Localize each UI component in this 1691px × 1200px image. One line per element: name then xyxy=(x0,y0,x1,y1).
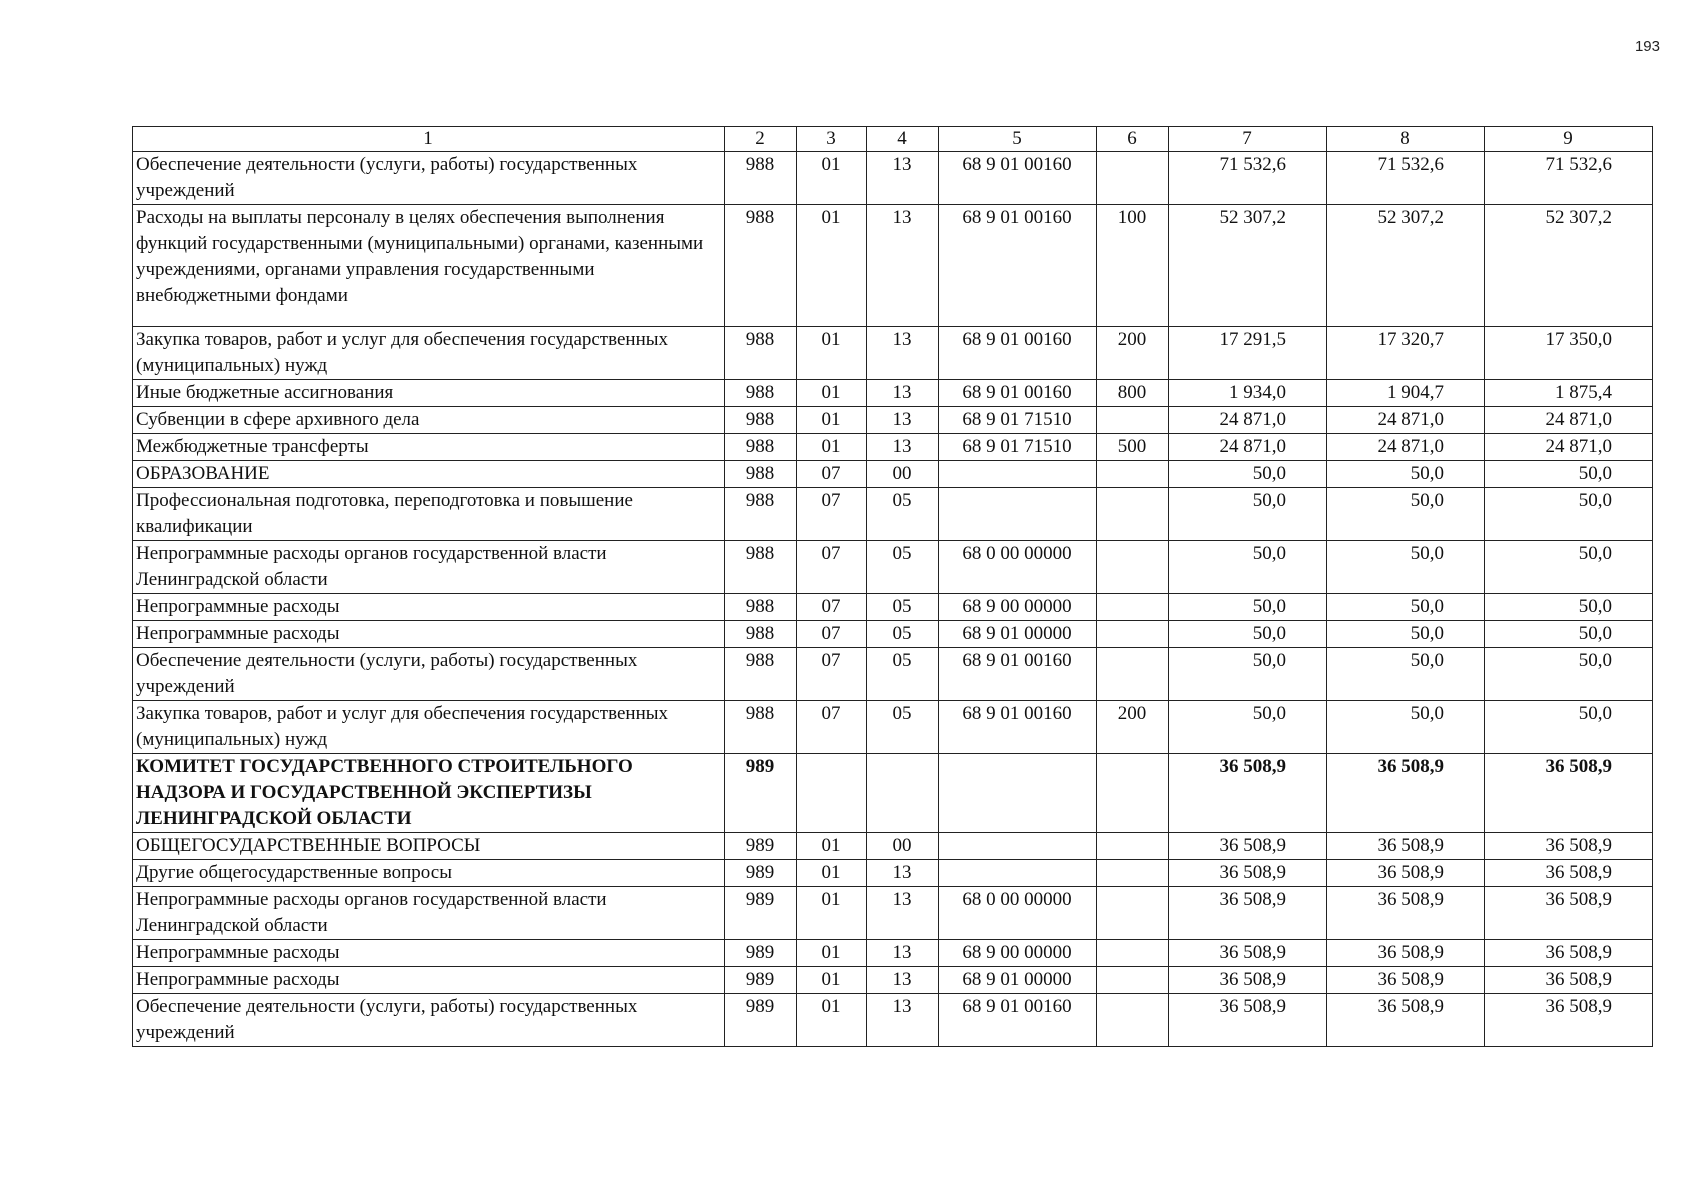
cell-code: 989 xyxy=(725,994,797,1047)
cell-target-item: 68 9 01 00160 xyxy=(939,205,1097,327)
cell-subsection: 05 xyxy=(867,488,939,541)
cell-amount-2: 17 320,7 xyxy=(1327,327,1485,380)
cell-code: 989 xyxy=(725,833,797,860)
cell-name: Непрограммные расходы xyxy=(133,594,725,621)
cell-amount-2: 24 871,0 xyxy=(1327,407,1485,434)
cell-amount-3: 50,0 xyxy=(1485,701,1653,754)
cell-target-item: 68 9 00 00000 xyxy=(939,594,1097,621)
cell-expense-type: 200 xyxy=(1097,327,1169,380)
cell-expense-type xyxy=(1097,860,1169,887)
col-header-8: 8 xyxy=(1327,127,1485,152)
cell-amount-3: 71 532,6 xyxy=(1485,152,1653,205)
cell-name: КОМИТЕТ ГОСУДАРСТВЕННОГО СТРОИТЕЛЬНОГО НАДЗОРА И ГОСУДАРСТВЕННОЙ ЭКСПЕРТИЗЫ ЛЕНИНГРАДСКОЙ ОБЛАСТИ xyxy=(133,754,725,833)
cell-amount-1: 36 508,9 xyxy=(1169,940,1327,967)
cell-expense-type xyxy=(1097,488,1169,541)
cell-section: 01 xyxy=(797,152,867,205)
cell-subsection: 13 xyxy=(867,380,939,407)
cell-amount-2: 50,0 xyxy=(1327,701,1485,754)
cell-section: 07 xyxy=(797,461,867,488)
col-header-3: 3 xyxy=(797,127,867,152)
table-row xyxy=(133,887,1653,940)
table-row xyxy=(133,967,1653,994)
cell-subsection: 13 xyxy=(867,860,939,887)
cell-amount-1: 50,0 xyxy=(1169,541,1327,594)
cell-target-item: 68 9 01 00000 xyxy=(939,621,1097,648)
cell-subsection: 13 xyxy=(867,994,939,1047)
cell-amount-3: 50,0 xyxy=(1485,594,1653,621)
cell-amount-3: 17 350,0 xyxy=(1485,327,1653,380)
cell-amount-3: 36 508,9 xyxy=(1485,940,1653,967)
col-header-5: 5 xyxy=(939,127,1097,152)
cell-subsection: 13 xyxy=(867,407,939,434)
header-row xyxy=(133,127,1653,152)
cell-section: 07 xyxy=(797,648,867,701)
cell-subsection: 05 xyxy=(867,541,939,594)
cell-subsection: 13 xyxy=(867,434,939,461)
cell-subsection: 13 xyxy=(867,152,939,205)
cell-amount-2: 36 508,9 xyxy=(1327,860,1485,887)
cell-target-item xyxy=(939,833,1097,860)
cell-amount-3: 50,0 xyxy=(1485,621,1653,648)
cell-subsection: 05 xyxy=(867,701,939,754)
col-header-4: 4 xyxy=(867,127,939,152)
cell-amount-3: 50,0 xyxy=(1485,488,1653,541)
cell-target-item: 68 9 01 71510 xyxy=(939,434,1097,461)
cell-expense-type xyxy=(1097,461,1169,488)
cell-amount-3: 36 508,9 xyxy=(1485,967,1653,994)
cell-amount-1: 24 871,0 xyxy=(1169,434,1327,461)
cell-section xyxy=(797,754,867,833)
cell-name: Обеспечение деятельности (услуги, работы) государственных учреждений xyxy=(133,152,725,205)
col-header-2: 2 xyxy=(725,127,797,152)
cell-amount-3: 36 508,9 xyxy=(1485,994,1653,1047)
table-row xyxy=(133,488,1653,541)
cell-target-item xyxy=(939,754,1097,833)
cell-expense-type xyxy=(1097,541,1169,594)
cell-code: 988 xyxy=(725,621,797,648)
cell-code: 989 xyxy=(725,860,797,887)
cell-code: 989 xyxy=(725,940,797,967)
table-row xyxy=(133,833,1653,860)
cell-amount-3: 36 508,9 xyxy=(1485,754,1653,833)
cell-target-item: 68 9 01 00000 xyxy=(939,967,1097,994)
cell-name: Закупка товаров, работ и услуг для обеспечения государственных (муниципальных) нужд xyxy=(133,327,725,380)
cell-amount-2: 50,0 xyxy=(1327,621,1485,648)
cell-code: 988 xyxy=(725,648,797,701)
table-row xyxy=(133,327,1653,380)
page-number: 193 xyxy=(1634,38,1660,55)
cell-amount-2: 36 508,9 xyxy=(1327,833,1485,860)
cell-name: Межбюджетные трансферты xyxy=(133,434,725,461)
cell-subsection: 13 xyxy=(867,967,939,994)
cell-amount-3: 50,0 xyxy=(1485,461,1653,488)
cell-amount-1: 50,0 xyxy=(1169,621,1327,648)
cell-code: 988 xyxy=(725,407,797,434)
cell-name: Непрограммные расходы органов государственной власти Ленинградской области xyxy=(133,541,725,594)
cell-section: 07 xyxy=(797,541,867,594)
cell-amount-3: 36 508,9 xyxy=(1485,860,1653,887)
cell-amount-1: 50,0 xyxy=(1169,594,1327,621)
cell-target-item xyxy=(939,488,1097,541)
cell-amount-1: 50,0 xyxy=(1169,701,1327,754)
cell-amount-3: 1 875,4 xyxy=(1485,380,1653,407)
table-row xyxy=(133,434,1653,461)
table-row xyxy=(133,541,1653,594)
cell-section: 01 xyxy=(797,994,867,1047)
cell-name: ОБЩЕГОСУДАРСТВЕННЫЕ ВОПРОСЫ xyxy=(133,833,725,860)
table-row xyxy=(133,648,1653,701)
cell-name: Обеспечение деятельности (услуги, работы) государственных учреждений xyxy=(133,648,725,701)
cell-subsection xyxy=(867,754,939,833)
cell-amount-1: 71 532,6 xyxy=(1169,152,1327,205)
cell-amount-1: 36 508,9 xyxy=(1169,860,1327,887)
cell-code: 988 xyxy=(725,488,797,541)
cell-amount-2: 50,0 xyxy=(1327,541,1485,594)
cell-target-item: 68 9 01 00160 xyxy=(939,648,1097,701)
cell-amount-1: 17 291,5 xyxy=(1169,327,1327,380)
cell-code: 988 xyxy=(725,327,797,380)
cell-amount-1: 36 508,9 xyxy=(1169,967,1327,994)
cell-name: Непрограммные расходы xyxy=(133,940,725,967)
cell-subsection: 13 xyxy=(867,940,939,967)
cell-subsection: 00 xyxy=(867,833,939,860)
cell-amount-1: 50,0 xyxy=(1169,488,1327,541)
cell-expense-type xyxy=(1097,594,1169,621)
cell-name: Профессиональная подготовка, переподготовка и повышение квалификации xyxy=(133,488,725,541)
cell-expense-type xyxy=(1097,833,1169,860)
table-header xyxy=(133,127,1653,152)
cell-code: 988 xyxy=(725,594,797,621)
cell-section: 07 xyxy=(797,594,867,621)
cell-section: 07 xyxy=(797,621,867,648)
cell-amount-2: 36 508,9 xyxy=(1327,994,1485,1047)
col-header-6: 6 xyxy=(1097,127,1169,152)
cell-code: 988 xyxy=(725,461,797,488)
cell-target-item: 68 0 00 00000 xyxy=(939,541,1097,594)
cell-target-item: 68 9 01 00160 xyxy=(939,327,1097,380)
cell-amount-1: 50,0 xyxy=(1169,461,1327,488)
table-row xyxy=(133,380,1653,407)
table-row xyxy=(133,754,1653,833)
cell-name: Другие общегосударственные вопросы xyxy=(133,860,725,887)
table-row xyxy=(133,152,1653,205)
table-row xyxy=(133,461,1653,488)
cell-code: 988 xyxy=(725,434,797,461)
cell-section: 01 xyxy=(797,205,867,327)
cell-amount-2: 1 904,7 xyxy=(1327,380,1485,407)
cell-expense-type xyxy=(1097,152,1169,205)
col-header-1: 1 xyxy=(133,127,725,152)
cell-subsection: 13 xyxy=(867,887,939,940)
cell-amount-1: 36 508,9 xyxy=(1169,994,1327,1047)
cell-name: Непрограммные расходы xyxy=(133,967,725,994)
cell-name: Субвенции в сфере архивного дела xyxy=(133,407,725,434)
cell-section: 01 xyxy=(797,407,867,434)
cell-expense-type xyxy=(1097,754,1169,833)
table-row xyxy=(133,994,1653,1047)
cell-amount-3: 24 871,0 xyxy=(1485,407,1653,434)
cell-amount-3: 52 307,2 xyxy=(1485,205,1653,327)
table-row xyxy=(133,701,1653,754)
cell-subsection: 05 xyxy=(867,621,939,648)
cell-section: 01 xyxy=(797,860,867,887)
cell-amount-2: 50,0 xyxy=(1327,648,1485,701)
cell-amount-3: 36 508,9 xyxy=(1485,887,1653,940)
cell-amount-2: 71 532,6 xyxy=(1327,152,1485,205)
cell-amount-3: 36 508,9 xyxy=(1485,833,1653,860)
cell-name: Непрограммные расходы xyxy=(133,621,725,648)
cell-amount-3: 50,0 xyxy=(1485,541,1653,594)
cell-name: ОБРАЗОВАНИЕ xyxy=(133,461,725,488)
cell-expense-type xyxy=(1097,648,1169,701)
cell-code: 989 xyxy=(725,754,797,833)
cell-amount-2: 36 508,9 xyxy=(1327,887,1485,940)
cell-code: 988 xyxy=(725,152,797,205)
cell-amount-2: 52 307,2 xyxy=(1327,205,1485,327)
cell-subsection: 05 xyxy=(867,594,939,621)
cell-name: Закупка товаров, работ и услуг для обеспечения государственных (муниципальных) нужд xyxy=(133,701,725,754)
cell-code: 988 xyxy=(725,205,797,327)
table-body xyxy=(133,152,1653,1047)
cell-amount-1: 1 934,0 xyxy=(1169,380,1327,407)
cell-expense-type xyxy=(1097,967,1169,994)
cell-amount-2: 50,0 xyxy=(1327,488,1485,541)
cell-target-item xyxy=(939,461,1097,488)
cell-expense-type: 100 xyxy=(1097,205,1169,327)
cell-name: Непрограммные расходы органов государственной власти Ленинградской области xyxy=(133,887,725,940)
cell-expense-type xyxy=(1097,994,1169,1047)
cell-amount-1: 36 508,9 xyxy=(1169,754,1327,833)
cell-target-item: 68 9 01 00160 xyxy=(939,152,1097,205)
cell-section: 01 xyxy=(797,940,867,967)
budget-table xyxy=(132,126,1653,1047)
cell-code: 988 xyxy=(725,380,797,407)
cell-section: 01 xyxy=(797,380,867,407)
table-row xyxy=(133,940,1653,967)
cell-amount-2: 36 508,9 xyxy=(1327,967,1485,994)
cell-expense-type xyxy=(1097,407,1169,434)
table-row xyxy=(133,860,1653,887)
cell-expense-type: 500 xyxy=(1097,434,1169,461)
col-header-7: 7 xyxy=(1169,127,1327,152)
cell-section: 01 xyxy=(797,327,867,380)
cell-name: Обеспечение деятельности (услуги, работы) государственных учреждений xyxy=(133,994,725,1047)
cell-expense-type xyxy=(1097,940,1169,967)
cell-code: 988 xyxy=(725,701,797,754)
cell-target-item xyxy=(939,860,1097,887)
cell-expense-type: 800 xyxy=(1097,380,1169,407)
cell-amount-2: 36 508,9 xyxy=(1327,940,1485,967)
cell-amount-2: 36 508,9 xyxy=(1327,754,1485,833)
cell-section: 01 xyxy=(797,434,867,461)
cell-subsection: 13 xyxy=(867,205,939,327)
cell-target-item: 68 9 01 00160 xyxy=(939,701,1097,754)
cell-amount-1: 36 508,9 xyxy=(1169,887,1327,940)
cell-section: 07 xyxy=(797,488,867,541)
cell-target-item: 68 9 01 00160 xyxy=(939,994,1097,1047)
cell-amount-1: 52 307,2 xyxy=(1169,205,1327,327)
cell-section: 01 xyxy=(797,887,867,940)
table-row xyxy=(133,407,1653,434)
cell-section: 07 xyxy=(797,701,867,754)
cell-section: 01 xyxy=(797,967,867,994)
cell-amount-2: 24 871,0 xyxy=(1327,434,1485,461)
cell-expense-type xyxy=(1097,621,1169,648)
table-row xyxy=(133,205,1653,327)
cell-code: 988 xyxy=(725,541,797,594)
table-row xyxy=(133,594,1653,621)
cell-target-item: 68 0 00 00000 xyxy=(939,887,1097,940)
cell-code: 989 xyxy=(725,887,797,940)
cell-subsection: 13 xyxy=(867,327,939,380)
table-row xyxy=(133,621,1653,648)
cell-amount-2: 50,0 xyxy=(1327,594,1485,621)
cell-section: 01 xyxy=(797,833,867,860)
cell-subsection: 00 xyxy=(867,461,939,488)
cell-amount-1: 50,0 xyxy=(1169,648,1327,701)
cell-target-item: 68 9 01 00160 xyxy=(939,380,1097,407)
cell-name: Иные бюджетные ассигнования xyxy=(133,380,725,407)
cell-amount-1: 36 508,9 xyxy=(1169,833,1327,860)
cell-expense-type xyxy=(1097,887,1169,940)
col-header-9: 9 xyxy=(1485,127,1653,152)
cell-code: 989 xyxy=(725,967,797,994)
cell-amount-3: 24 871,0 xyxy=(1485,434,1653,461)
cell-target-item: 68 9 00 00000 xyxy=(939,940,1097,967)
cell-amount-3: 50,0 xyxy=(1485,648,1653,701)
cell-target-item: 68 9 01 71510 xyxy=(939,407,1097,434)
cell-amount-1: 24 871,0 xyxy=(1169,407,1327,434)
cell-amount-2: 50,0 xyxy=(1327,461,1485,488)
cell-name: Расходы на выплаты персоналу в целях обеспечения выполнения функций государственными (муниципальными) органами, казенными учреждениями, органами управления государственными внебюджетными фондами xyxy=(133,205,725,327)
cell-expense-type: 200 xyxy=(1097,701,1169,754)
cell-subsection: 05 xyxy=(867,648,939,701)
